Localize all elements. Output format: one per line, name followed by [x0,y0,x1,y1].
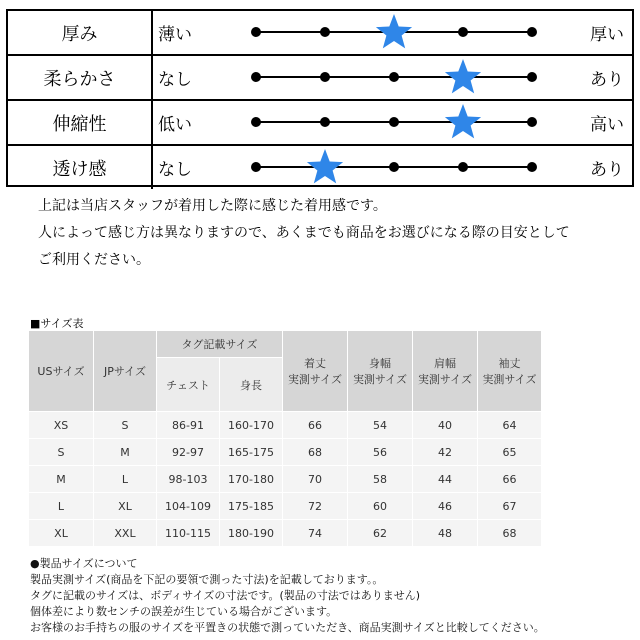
size-row [29,493,542,520]
scale-dot [527,27,537,37]
size-cell-chest: 98-103 [157,466,220,493]
header-width-label: 身幅 [369,357,391,370]
size-cell-chest: 92-97 [157,439,220,466]
size-cell-shoulder: 44 [413,466,478,493]
size-cell-length: 68 [283,439,348,466]
feel-high-label: 高い [590,115,624,135]
scale-dot [458,162,468,172]
header-us-size: USサイズ [29,331,94,412]
size-cell-us: L [29,493,94,520]
feel-attribute: 透け感 [8,146,153,189]
size-cell-shoulder: 40 [413,412,478,439]
header-tag-size: タグ記載サイズ [157,331,283,358]
level-star-icon [307,149,343,183]
feel-row-sheerness [8,146,632,189]
scale-dot [320,27,330,37]
header-shoulder-label: 肩幅 [434,357,456,370]
header-jp-size: JPサイズ [94,331,157,412]
size-cell-sleeve: 65 [478,439,542,466]
bottom-note-line: 個体差により数センチの誤差が生じている場合がございます。 [30,605,338,618]
level-star-icon [376,14,412,48]
size-cell-shoulder: 48 [413,520,478,547]
size-cell-us: XS [29,412,94,439]
header-chest: チェスト [157,358,220,412]
feel-low-label: 薄い [158,25,192,45]
feel-high-label: あり [590,70,624,90]
size-cell-sleeve: 68 [478,520,542,547]
size-cell-height: 170-180 [220,466,283,493]
size-cell-length: 66 [283,412,348,439]
size-table [28,330,542,547]
size-cell-width: 58 [348,466,413,493]
size-cell-width: 56 [348,439,413,466]
size-cell-height: 165-175 [220,439,283,466]
size-cell-length: 70 [283,466,348,493]
note-line: 人によって感じ方は異なりますので、あくまでも商品をお選びになる際の目安として [38,225,570,241]
size-cell-jp: S [94,412,157,439]
header-sleeve-sub: 実測サイズ [482,373,537,386]
scale-dot [251,72,261,82]
size-cell-jp: XXL [94,520,157,547]
scale-dot [389,162,399,172]
feel-scale [8,101,632,144]
header-shoulder [413,331,478,412]
feel-table [6,9,634,187]
size-table-caption: ■サイズ表 [30,317,84,330]
bottom-note-line: お客様のお手持ちの服のサイズを平置きの状態で測っていただき、商品実測サイズと比較してください。 [30,621,545,634]
feel-high-label: 厚い [590,25,624,45]
header-sleeve-label: 袖丈 [498,357,521,370]
feel-scale [8,56,632,99]
header-length [283,331,348,412]
header-length-sub: 実測サイズ [287,373,343,386]
scale-dot [251,117,261,127]
feel-row-stretch [8,101,632,144]
size-cell-width: 60 [348,493,413,520]
size-row [29,466,542,493]
feel-low-label: なし [158,70,192,90]
size-cell-sleeve: 67 [478,493,542,520]
note-line: 上記は当店スタッフが着用した際に感じた着用感です。 [38,198,387,214]
size-cell-shoulder: 42 [413,439,478,466]
feel-scale [8,146,632,189]
size-cell-width: 54 [348,412,413,439]
header-shoulder-sub: 実測サイズ [417,373,473,386]
scale-dot [389,72,399,82]
feel-row-softness [8,56,632,99]
size-cell-length: 72 [283,493,348,520]
scale-dot [527,117,537,127]
scale-dot [320,117,330,127]
bottom-note-line: 製品実測サイズ(商品を下記の要領で測った寸法)を記載しております。。 [30,573,384,586]
scale-dot [251,27,261,37]
feel-row-thickness [8,11,632,54]
feel-attribute: 伸縮性 [8,101,153,144]
scale-dot [458,27,468,37]
size-cell-us: XL [29,520,94,547]
scale-dot [389,117,399,127]
feel-high-label: あり [590,160,624,180]
size-cell-chest: 104-109 [157,493,220,520]
size-row [29,520,542,547]
size-cell-us: M [29,466,94,493]
scale-dot [527,162,537,172]
feel-low-label: 低い [158,115,192,135]
size-row [29,412,542,439]
size-row [29,439,542,466]
header-length-label: 着丈 [304,357,326,370]
product-size-heading: ●製品サイズについて [30,557,138,570]
size-cell-height: 160-170 [220,412,283,439]
feel-attribute: 柔らかさ [8,56,153,99]
scale-dot [320,72,330,82]
size-cell-jp: L [94,466,157,493]
size-cell-height: 175-185 [220,493,283,520]
size-cell-sleeve: 64 [478,412,542,439]
size-cell-shoulder: 46 [413,493,478,520]
header-width-sub: 実測サイズ [352,373,408,386]
feel-low-label: なし [158,160,192,180]
bottom-note-line: タグに記載のサイズは、ボディサイズの寸法です。(製品の寸法ではありません) [30,589,421,602]
size-cell-width: 62 [348,520,413,547]
size-cell-sleeve: 66 [478,466,542,493]
level-star-icon [445,59,481,93]
feel-scale [8,11,632,54]
size-cell-us: S [29,439,94,466]
scale-dot [251,162,261,172]
feel-attribute: 厚み [8,11,153,54]
size-cell-chest: 110-115 [157,520,220,547]
size-cell-height: 180-190 [220,520,283,547]
level-star-icon [445,104,481,138]
header-width [348,331,413,412]
size-cell-jp: M [94,439,157,466]
header-height: 身長 [220,358,283,412]
size-cell-jp: XL [94,493,157,520]
header-sleeve [478,331,542,412]
note-line: ご利用ください。 [38,252,150,268]
size-cell-chest: 86-91 [157,412,220,439]
scale-dot [527,72,537,82]
size-cell-length: 74 [283,520,348,547]
